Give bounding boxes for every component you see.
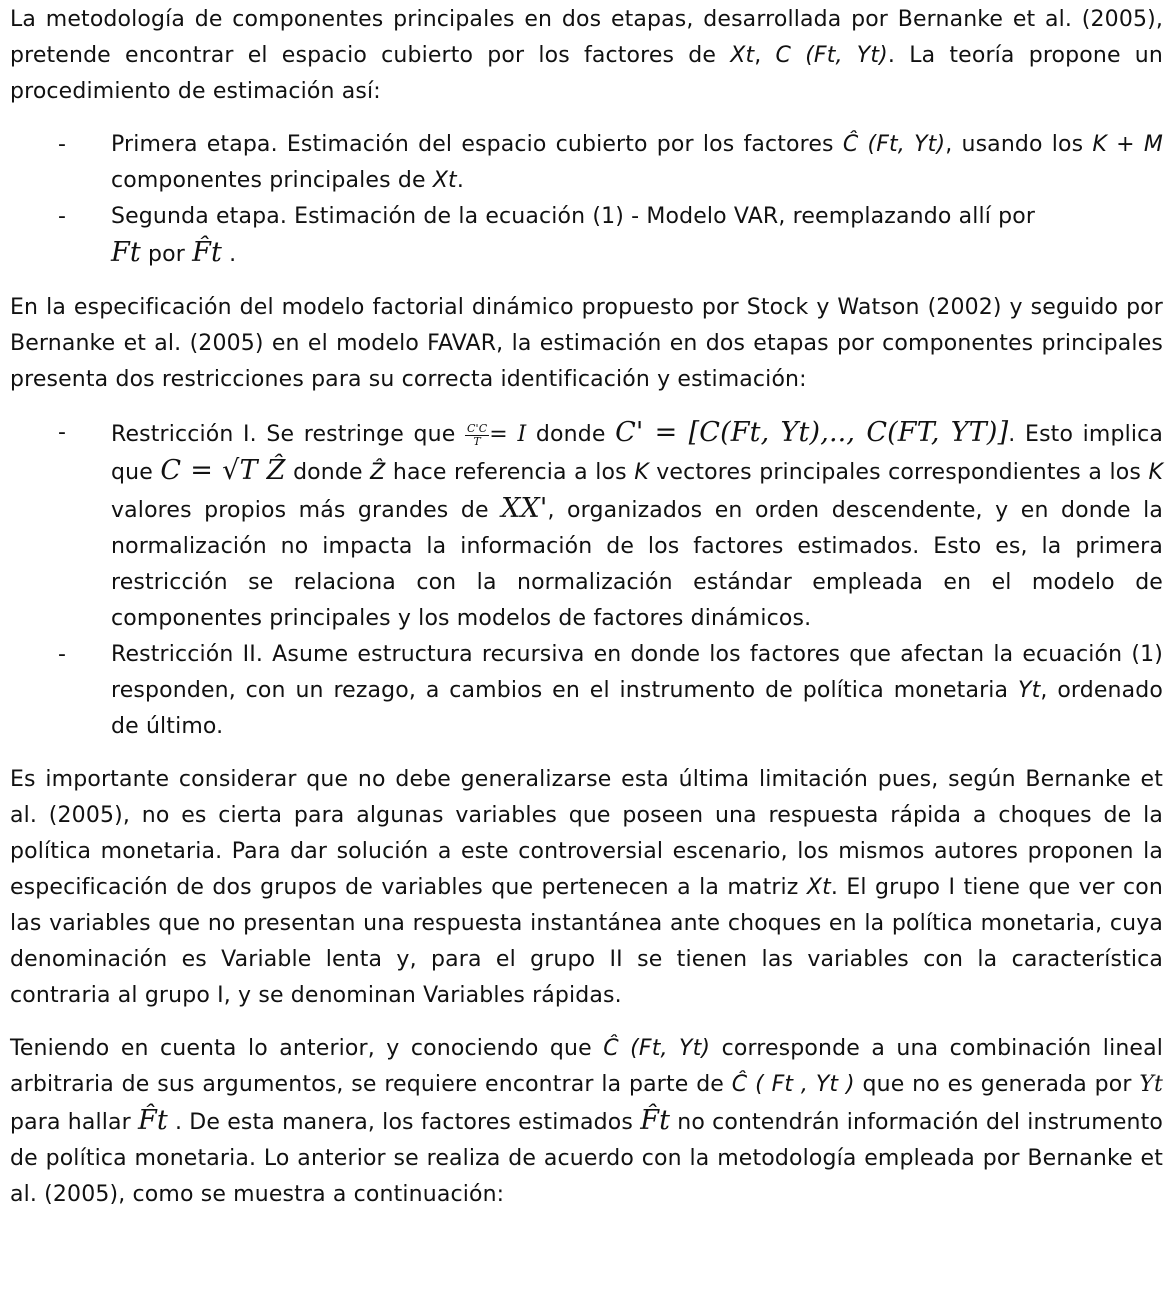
- text: Restricción II. Asume estructura recursiva en donde los factores que afectan la ecuación (1) responden, con un rezago, a cambios en el instrumento de política monetaria: [111, 642, 1163, 703]
- math-symbol: XX': [501, 493, 548, 524]
- text: que no es generada por: [854, 1072, 1140, 1097]
- text: corresponde a una combinación lineal arbitraria de sus argumentos, se requiere encontrar la parte de: [10, 1036, 1164, 1097]
- text: Teniendo en cuenta lo anterior, y conociendo que: [10, 1036, 604, 1061]
- text: no contendrán información del instrumento de política monetaria. Lo anterior se realiza de acuerdo con la metodología empleada por Bernanke et al. (2005), como se muestra a continuación:: [10, 1110, 1164, 1207]
- math-symbol: F̂t: [192, 237, 222, 268]
- document-page: [10, 2, 1163, 1213]
- bullet-dash: -: [58, 132, 67, 157]
- text: Restricción I. Se restringe que: [111, 422, 465, 447]
- list-item: [10, 199, 1163, 273]
- text: por: [140, 242, 193, 267]
- text: donde: [285, 460, 371, 485]
- text: vectores principales correspondientes a los: [648, 460, 1149, 485]
- paragraph-variables: [10, 762, 1163, 1014]
- text: componentes principales de: [111, 168, 433, 193]
- bullet-dash: -: [58, 642, 67, 667]
- math-symbol: K: [634, 460, 649, 485]
- math-symbol: C (Ft, Yt): [775, 43, 888, 68]
- text: Segunda etapa. Estimación de la ecuación (1) - Modelo VAR, reemplazando allí por: [111, 204, 1036, 229]
- math-symbol: F̂t: [640, 1105, 671, 1136]
- math-symbol: K: [1148, 460, 1164, 485]
- math-equation: C = √T Ẑ: [160, 455, 286, 486]
- text: La metodología de componentes principales en dos etapas, desarrollada por Bernanke et al. (2005), pretende encontrar el espacio cubierto por los factores de: [10, 7, 1163, 68]
- math-symbol: Ĉ (Ft, Yt): [842, 132, 946, 157]
- text: . El grupo I tiene que ver con las variables que no presentan una respuesta instantánea ante choques en la política monetaria, cuya denominación es Variable lenta y, para el grupo II se tienen las variables con la característica contraria al grupo I, y se denominan Variables rápidas.: [10, 875, 1163, 1008]
- math-symbol: K + M: [1092, 132, 1164, 157]
- paragraph-restrictions: En la especificación del modelo factorial dinámico propuesto por Stock y Watson (2002) y seguido por Bernanke et al. (2005) en el modelo FAVAR, la estimación en dos etapas por componentes principales presenta dos restricciones para su correcta identificación y estimación:: [10, 295, 1163, 392]
- text: .: [456, 168, 464, 193]
- text: , ordenado de último.: [111, 678, 1163, 739]
- text: . Esto implica que: [111, 422, 1164, 485]
- math-symbol: Xt: [432, 168, 457, 193]
- math-symbol: Ĉ ( Ft , Yt ): [731, 1072, 855, 1097]
- stage-list: [10, 127, 1163, 273]
- text: , organizados en orden descendente, y en donde la normalización no impacta la información de los factores estimados. Esto es, la primera restricción se relaciona con la normalización estándar empleada en el modelo de componentes principales y los modelos de factores dinámicos.: [111, 498, 1163, 631]
- text: . La teoría propone un procedimiento de estimación así:: [10, 43, 1163, 104]
- text: . De esta manera, los factores estimados: [167, 1110, 641, 1135]
- math-symbol: Xt: [730, 43, 755, 68]
- math-equation: C' = [C(Ft, Yt),.., C(FT, YT)]: [615, 417, 1009, 448]
- text: Es importante considerar que no debe generalizarse esta última limitación pues, según Bernanke et al. (2005), no es cierta para algunas variables que poseen una respuesta rápida a choques de la política monetaria. Para dar solución a este controversial escenario, los mismos autores proponen la especificación de dos grupos de variables que pertenecen a la matriz: [10, 767, 1163, 900]
- list-item: [10, 415, 1163, 637]
- text: ,: [754, 43, 776, 68]
- math-symbol: = I: [489, 422, 527, 447]
- math-symbol: Ẑ: [370, 460, 386, 485]
- math-symbol: Xt: [806, 875, 831, 900]
- bullet-dash: -: [58, 420, 67, 445]
- math-symbol: F̂t: [137, 1105, 168, 1136]
- text: para hallar: [10, 1110, 138, 1135]
- paragraph-intro: [10, 2, 1163, 110]
- list-item: [10, 637, 1163, 745]
- fraction-numerator: C'C: [466, 421, 488, 435]
- math-symbol: Ĉ (Ft, Yt): [603, 1036, 711, 1061]
- text: , usando los: [945, 132, 1093, 157]
- math-symbol: Yt: [1017, 678, 1041, 703]
- paragraph-methodology: [10, 1031, 1163, 1213]
- restriction-list: [10, 415, 1163, 745]
- math-symbol: Ft: [111, 237, 141, 268]
- fraction-denominator: T: [473, 434, 481, 448]
- text: Primera etapa. Estimación del espacio cubierto por los factores: [111, 132, 843, 157]
- math-symbol: Yt: [1139, 1072, 1163, 1097]
- fraction: [465, 423, 489, 448]
- text: donde: [526, 422, 616, 447]
- text: hace referencia a los: [385, 460, 635, 485]
- text: .: [222, 242, 237, 267]
- bullet-dash: -: [58, 204, 67, 229]
- text: valores propios más grandes de: [111, 498, 502, 523]
- list-item: [10, 127, 1163, 199]
